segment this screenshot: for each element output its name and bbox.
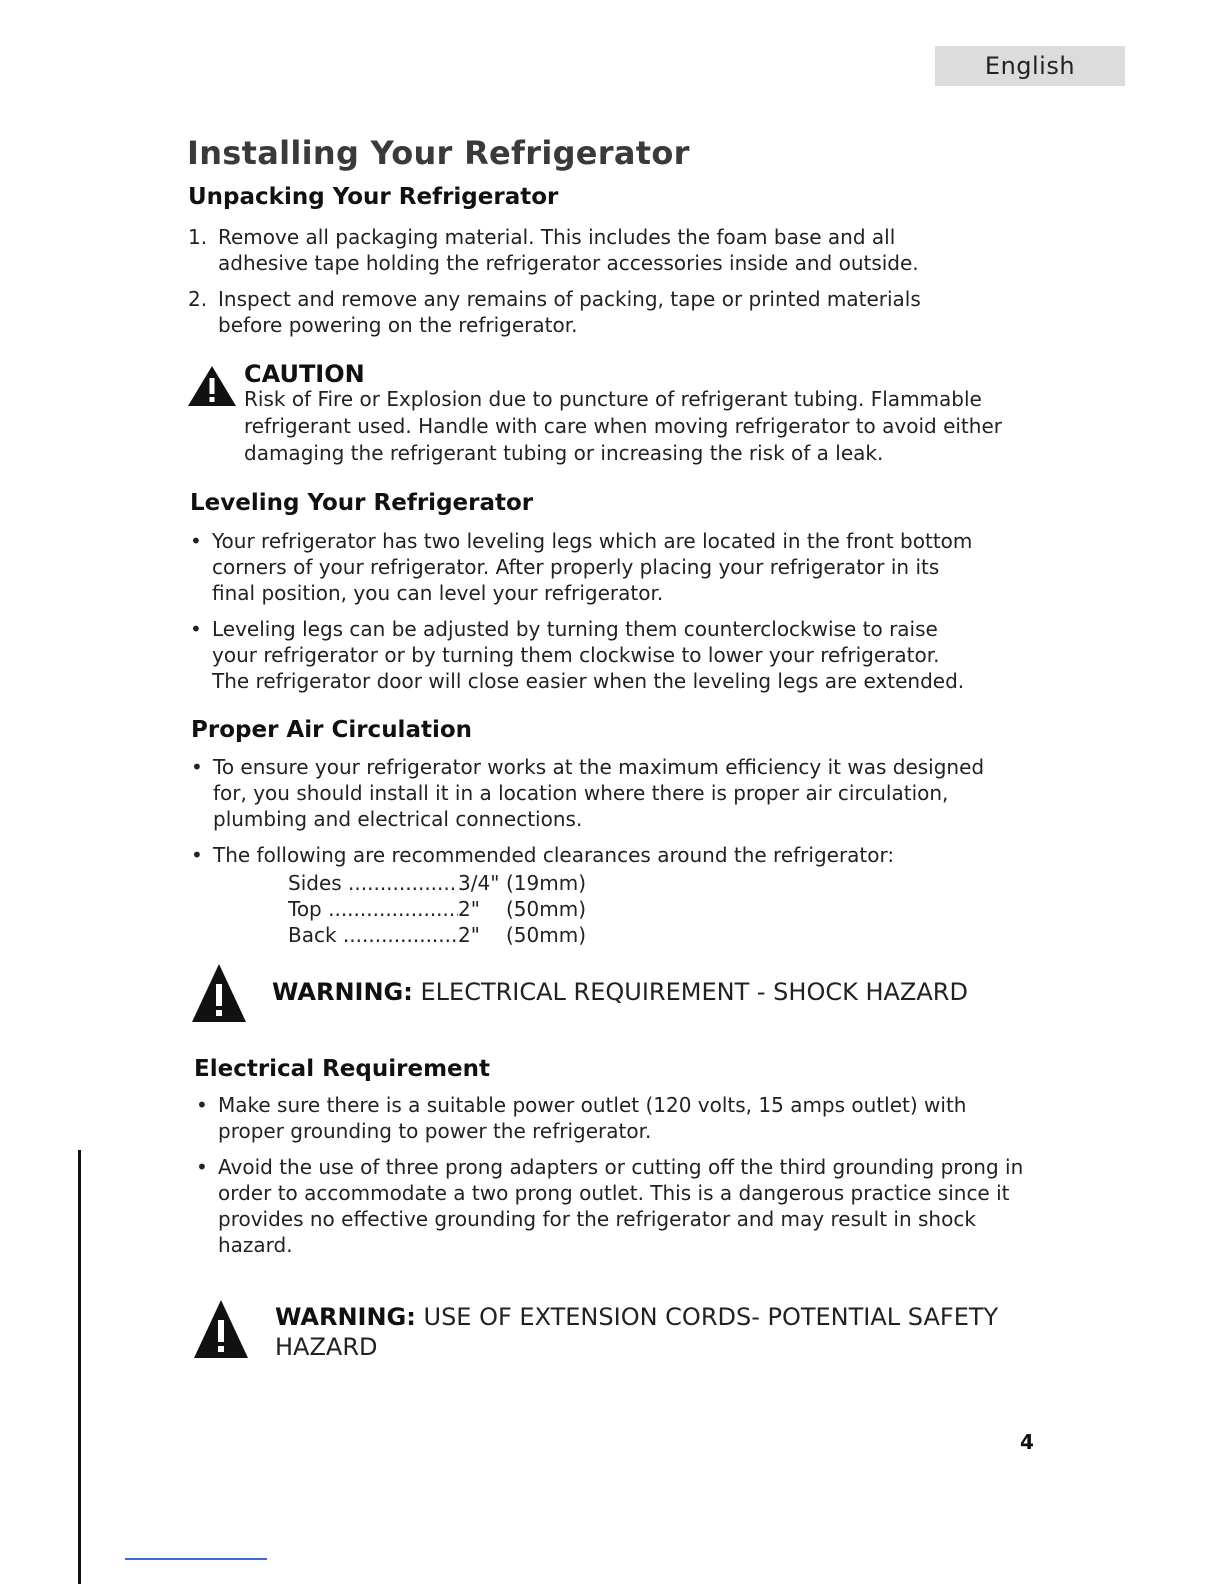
air-circulation-list — [191, 754, 1021, 868]
list-item-text: Make sure there is a suitable power outlet (120 volts, 15 amps outlet) with proper grounding to power the refrigerator. — [218, 1093, 967, 1143]
language-tab: English — [935, 46, 1125, 86]
clearances-table — [288, 870, 586, 948]
list-item-text: Inspect and remove any remains of packing, tape or printed materials before powering on the refrigerator. — [218, 287, 921, 337]
list-number: 1. — [188, 225, 208, 249]
clearance-mm: (19mm) — [506, 871, 587, 895]
list-item — [196, 1092, 1026, 1144]
clearance-inches: 3/4" — [458, 871, 500, 895]
list-item-text: Your refrigerator has two leveling legs which are located in the front bottom corners of your refrigerator. After properly placing your refrigerator in its final position, you can level your refrigerator. — [212, 529, 973, 605]
bullet: • — [191, 755, 203, 779]
list-number: 2. — [188, 287, 208, 311]
clearance-row-back — [288, 922, 586, 948]
list-item — [188, 224, 988, 276]
list-item — [188, 286, 988, 338]
unpacking-list — [188, 224, 988, 338]
clearance-inches: 2" — [458, 897, 480, 921]
clearance-label: Sides ..... — [288, 870, 458, 896]
list-item — [190, 616, 980, 694]
caution-warning-triangle-icon — [186, 364, 238, 408]
warning-extension-cords — [275, 1302, 1015, 1362]
caution-title: CAUTION — [244, 360, 365, 388]
list-item-text: Leveling legs can be adjusted by turning them counterclockwise to raise your refrigerator or by turning them clockwise to lower your refrigerator. The refrigerator door will close easier when the leveling legs are extended. — [212, 617, 965, 693]
clearance-mm: (50mm) — [506, 897, 587, 921]
clearance-inches: 2" — [458, 923, 480, 947]
list-item-text: The following are recommended clearances around the refrigerator: — [213, 843, 895, 867]
list-item — [196, 1154, 1026, 1258]
bullet: • — [191, 843, 203, 867]
bullet: • — [196, 1155, 208, 1179]
page-number: 4 — [1020, 1430, 1034, 1454]
bullet: • — [190, 617, 202, 641]
list-item-text: To ensure your refrigerator works at the maximum efficiency it was designed for, you should install it in a location where there is proper air circulation, plumbing and electrical connections. — [213, 755, 985, 831]
clearance-mm: (50mm) — [506, 923, 587, 947]
bullet: • — [196, 1093, 208, 1117]
warning-label: WARNING: — [275, 1303, 416, 1331]
binding-edge-line — [78, 1150, 81, 1584]
warning-text: ELECTRICAL REQUIREMENT - SHOCK HAZARD — [420, 978, 968, 1006]
section-heading-air-circulation: Proper Air Circulation — [191, 717, 473, 743]
leveling-list — [190, 528, 980, 694]
list-item-text: Avoid the use of three prong adapters or cutting off the third grounding prong in order to accommodate a two prong outlet. This is a dangerous practice since it provides no effective grounding for the refrigerator and may result in shock hazard. — [218, 1155, 1024, 1257]
page-title: Installing Your Refrigerator — [187, 134, 690, 172]
warning-electrical — [272, 977, 1032, 1007]
electrical-list — [196, 1092, 1026, 1258]
warning-text: USE OF EXTENSION CORDS- POTENTIAL SAFETY HAZARD — [275, 1303, 999, 1361]
footer-rule — [125, 1558, 267, 1560]
bullet: • — [190, 529, 202, 553]
section-heading-electrical: Electrical Requirement — [194, 1056, 491, 1082]
section-heading-unpacking: Unpacking Your Refrigerator — [188, 184, 559, 210]
section-heading-leveling: Leveling Your Refrigerator — [190, 490, 534, 516]
clearance-label: Top ..... — [288, 896, 458, 922]
list-item — [191, 842, 1021, 868]
warning-label: WARNING: — [272, 978, 413, 1006]
warning-triangle-icon — [192, 1298, 250, 1360]
list-item — [191, 754, 1021, 832]
warning-triangle-icon — [190, 962, 248, 1024]
list-item-text: Remove all packaging material. This includes the foam base and all adhesive tape holding the refrigerator accessories inside and outside. — [218, 225, 919, 275]
clearance-label: Back ..... — [288, 922, 458, 948]
clearance-row-sides — [288, 870, 586, 896]
clearance-row-top — [288, 896, 586, 922]
list-item — [190, 528, 980, 606]
caution-text: Risk of Fire or Explosion due to puncture of refrigerant tubing. Flammable refrigerant used. Handle with care when moving refrigerator to avoid either damaging the refrigerant tubing or increasing the risk of a leak. — [244, 387, 1002, 465]
